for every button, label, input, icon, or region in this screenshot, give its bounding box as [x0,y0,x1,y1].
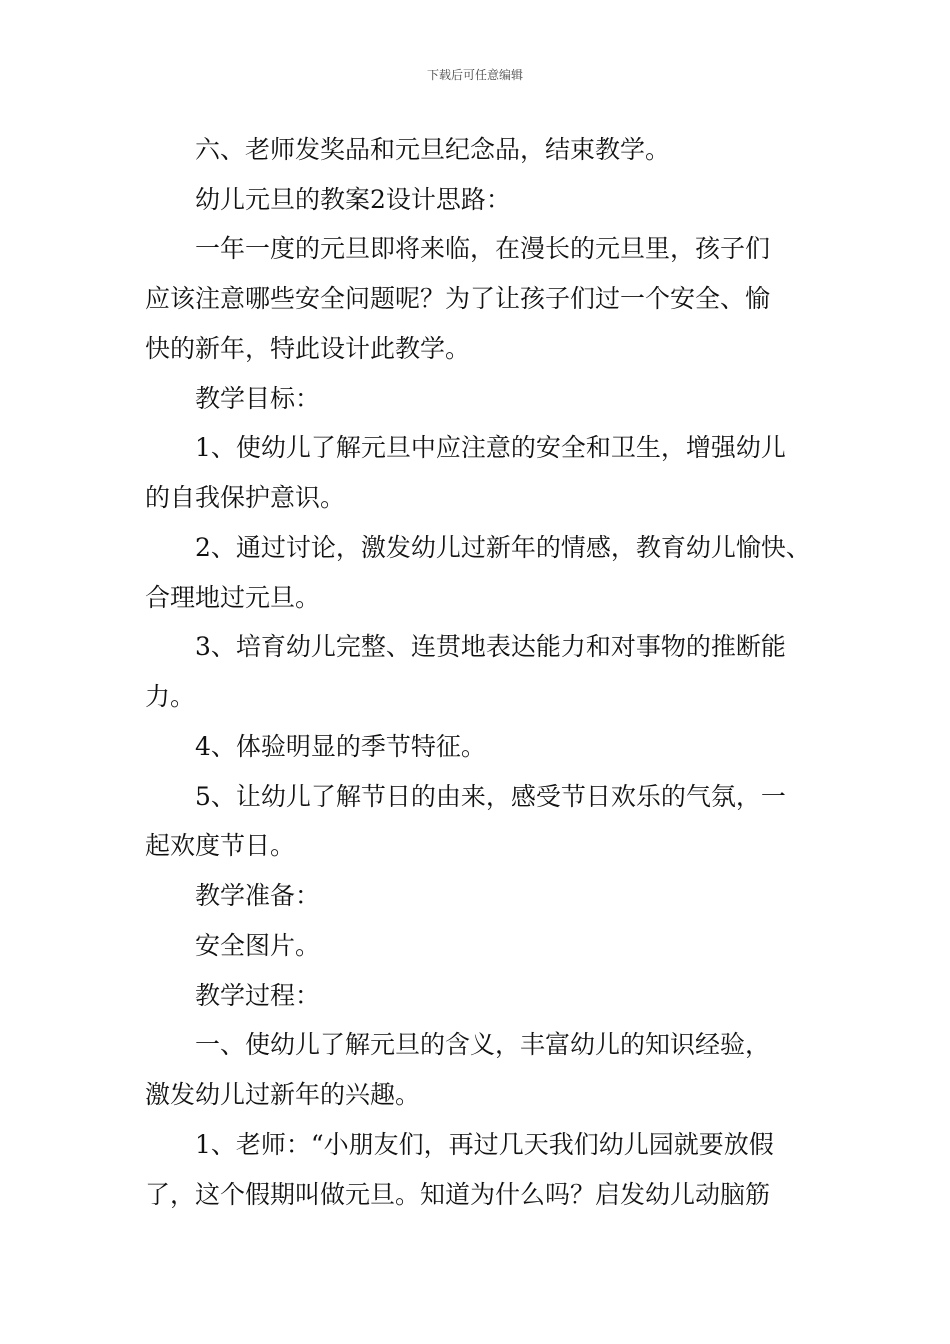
paragraph-line: 一年一度的元旦即将来临，在漫长的元旦里，孩子们 [195,234,771,263]
paragraph-line: 4、体验明显的季节特征。 [195,732,486,761]
paragraph-line: 3、培育幼儿完整、连贯地表达能力和对事物的推断能 [195,632,786,661]
paragraph-line: 六、老师发奖品和元旦纪念品，结束教学。 [195,135,671,164]
paragraph-line: 教学过程： [195,981,321,1010]
paragraph-line: 合理地过元旦。 [145,583,321,612]
page-header: 下载后可任意编辑 [426,68,523,82]
paragraph-line: 1、使幼儿了解元旦中应注意的安全和卫生，增强幼儿 [195,433,786,462]
paragraph-line: 安全图片。 [195,931,321,960]
paragraph-line: 了，这个假期叫做元旦。知道为什么吗？启发幼儿动脑筋 [145,1180,771,1209]
paragraph-line: 力。 [145,682,196,711]
paragraph-line: 2、通过讨论，激发幼儿过新年的情感，教育幼儿愉快、 [195,533,811,562]
paragraph-line: 的自我保护意识。 [145,483,346,512]
paragraph-line: 教学目标： [195,384,321,413]
paragraph-line: 一、使幼儿了解元旦的含义，丰富幼儿的知识经验， [195,1030,771,1059]
paragraph-line: 快的新年，特此设计此教学。 [145,334,471,363]
paragraph-line: 幼儿元旦的教案2设计思路： [195,185,511,214]
paragraph-line: 应该注意哪些安全问题呢？为了让孩子们过一个安全、愉 [145,284,771,313]
paragraph-line: 1、老师：“小朋友们，再过几天我们幼儿园就要放假 [195,1130,774,1159]
paragraph-line: 起欢度节日。 [145,831,296,860]
paragraph-line: 激发幼儿过新年的兴趣。 [145,1080,421,1109]
paragraph-line: 教学准备： [195,881,321,910]
paragraph-line: 5、让幼儿了解节日的由来，感受节日欢乐的气氛，一 [195,782,786,811]
